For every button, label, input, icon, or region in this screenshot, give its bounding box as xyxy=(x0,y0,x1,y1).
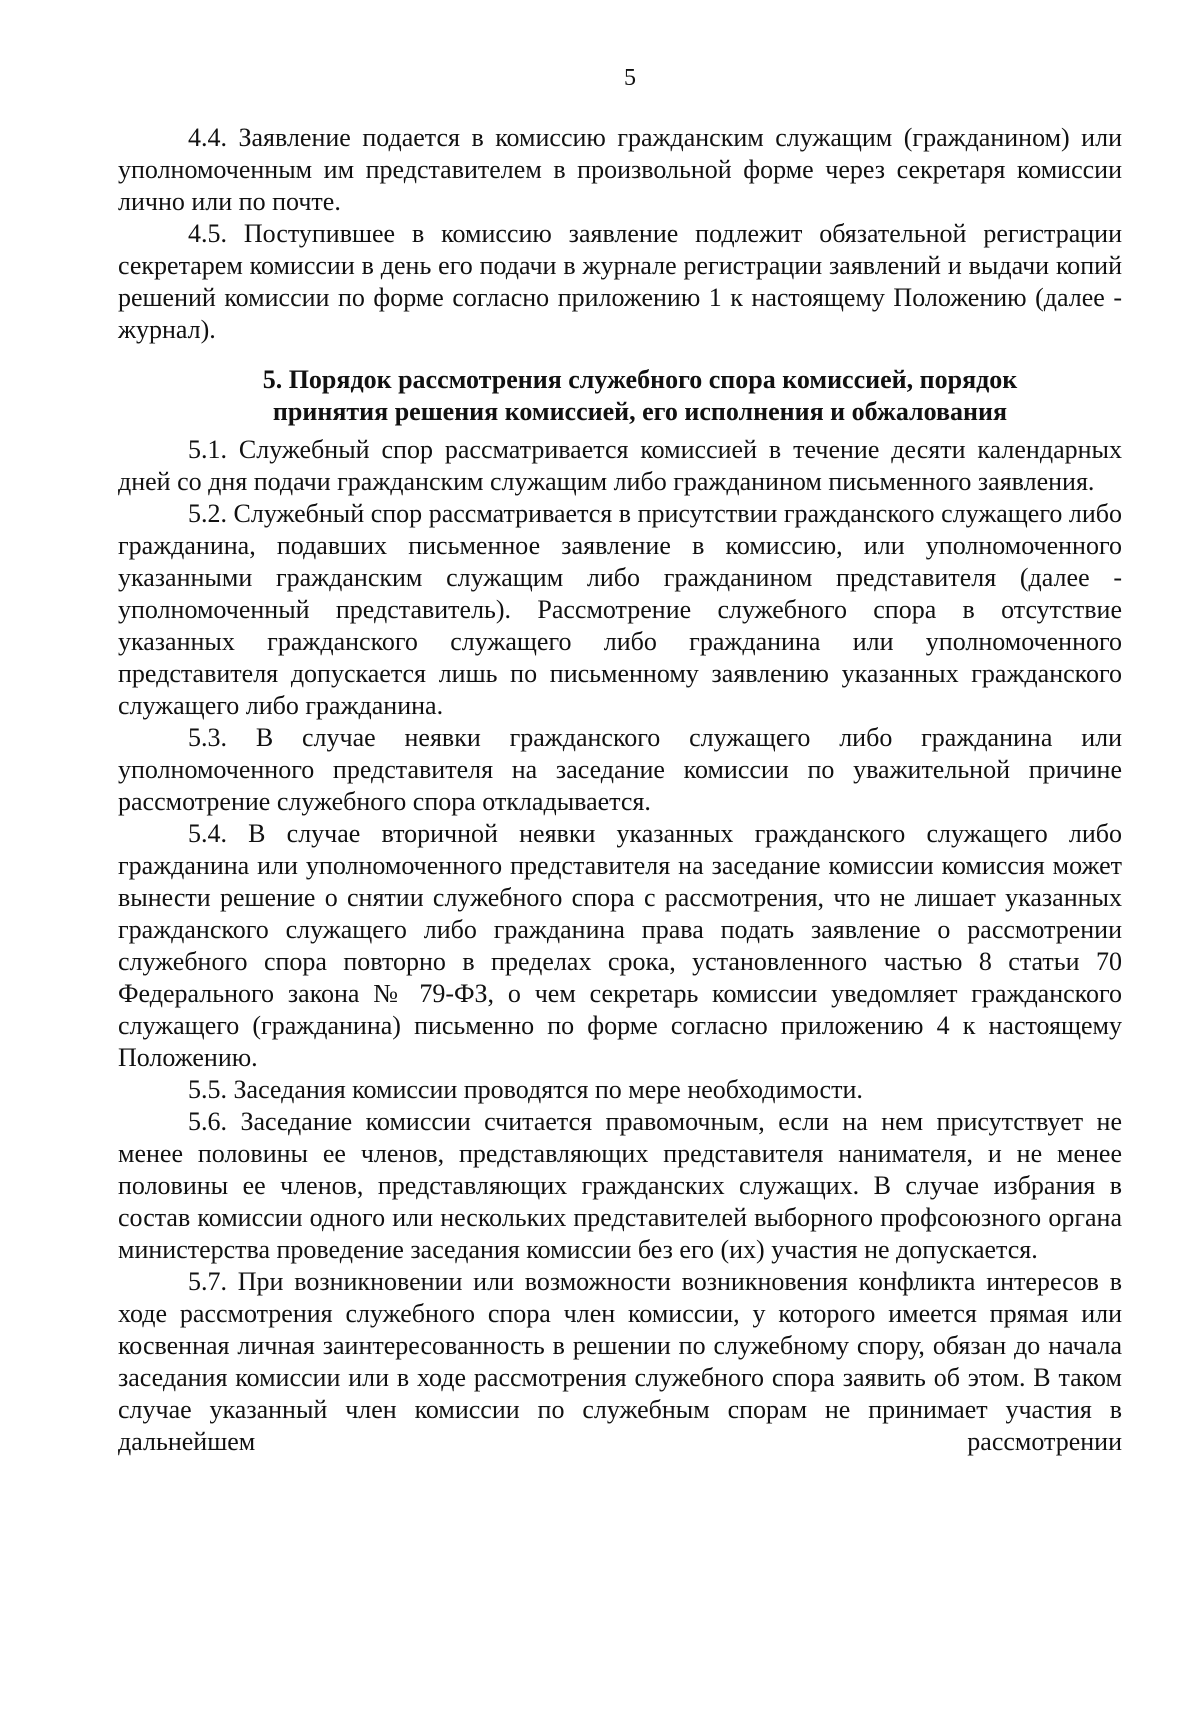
paragraph-5-1: 5.1. Служебный спор рассматривается комиссией в течение десяти календарных дней со дня подачи гражданским служащим либо гражданином письменного заявления. xyxy=(118,435,1122,496)
paragraph-5-5: 5.5. Заседания комиссии проводятся по мере необходимости. xyxy=(188,1075,863,1104)
page-number: 5 xyxy=(624,65,636,91)
section-5-heading-line-1: 5. Порядок рассмотрения служебного спора комиссией, порядок xyxy=(262,365,1018,394)
paragraph-5-6: 5.6. Заседание комиссии считается правомочным, если на нем присутствует не менее половины ее членов, представляющих представителя нанимателя, и не менее половины ее членов, представляющих гражданских служащих. В случае избрания в состав комиссии одного или нескольких представителей выборного профсоюзного органа министерства проведение заседания комиссии без его (их) участия не допускается. xyxy=(118,1107,1122,1264)
paragraph-4-5: 4.5. Поступившее в комиссию заявление подлежит обязательной регистрации секретарем комиссии в день его подачи в журнале регистрации заявлений и выдачи копий решений комиссии по форме согласно приложению 1 к настоящему Положению (далее - журнал). xyxy=(118,219,1122,344)
section-5-heading-line-2: принятия решения комиссией, его исполнения и обжалования xyxy=(272,397,1008,426)
paragraph-4-4: 4.4. Заявление подается в комиссию гражданским служащим (гражданином) или уполномоченным им представителем в произвольной форме через секретаря комиссии лично или по почте. xyxy=(118,123,1122,216)
paragraph-5-7: 5.7. При возникновении или возможности возникновения конфликта интересов в ходе рассмотрения служебного спора член комиссии, у которого имеется прямая или косвенная личная заинтересованность в решении по служебному спору, обязан до начала заседания комиссии или в ходе рассмотрения служебного спора заявить об этом. В таком случае указанный член комиссии по служебным спорам не принимает участия в дальнейшем рассмотрении xyxy=(118,1267,1122,1456)
paragraph-5-4: 5.4. В случае вторичной неявки указанных гражданского служащего либо гражданина или уполномоченного представителя на заседание комиссии комиссия может вынести решение о снятии служебного спора с рассмотрения, что не лишает указанных гражданского служащего либо гражданина права подать заявление о рассмотрении служебного спора повторно в пределах срока, установленного частью 8 статьи 70 Федерального закона № 79-ФЗ, о чем секретарь комиссии уведомляет гражданского служащего (гражданина) письменно по форме согласно приложению 4 к настоящему Положению. xyxy=(118,819,1122,1072)
paragraph-5-3: 5.3. В случае неявки гражданского служащего либо гражданина или уполномоченного представителя на заседание комиссии по уважительной причине рассмотрение служебного спора откладывается. xyxy=(118,723,1122,816)
paragraph-5-2: 5.2. Служебный спор рассматривается в присутствии гражданского служащего либо гражданина, подавших письменное заявление в комиссию, или уполномоченного указанными гражданским служащим либо гражданином представителя (далее - уполномоченный представитель). Рассмотрение служебного спора в отсутствие указанных гражданского служащего либо гражданина или уполномоченного представителя допускается лишь по письменному заявлению указанных гражданского служащего либо гражданина. xyxy=(118,499,1122,720)
section-5-heading xyxy=(118,364,1122,428)
